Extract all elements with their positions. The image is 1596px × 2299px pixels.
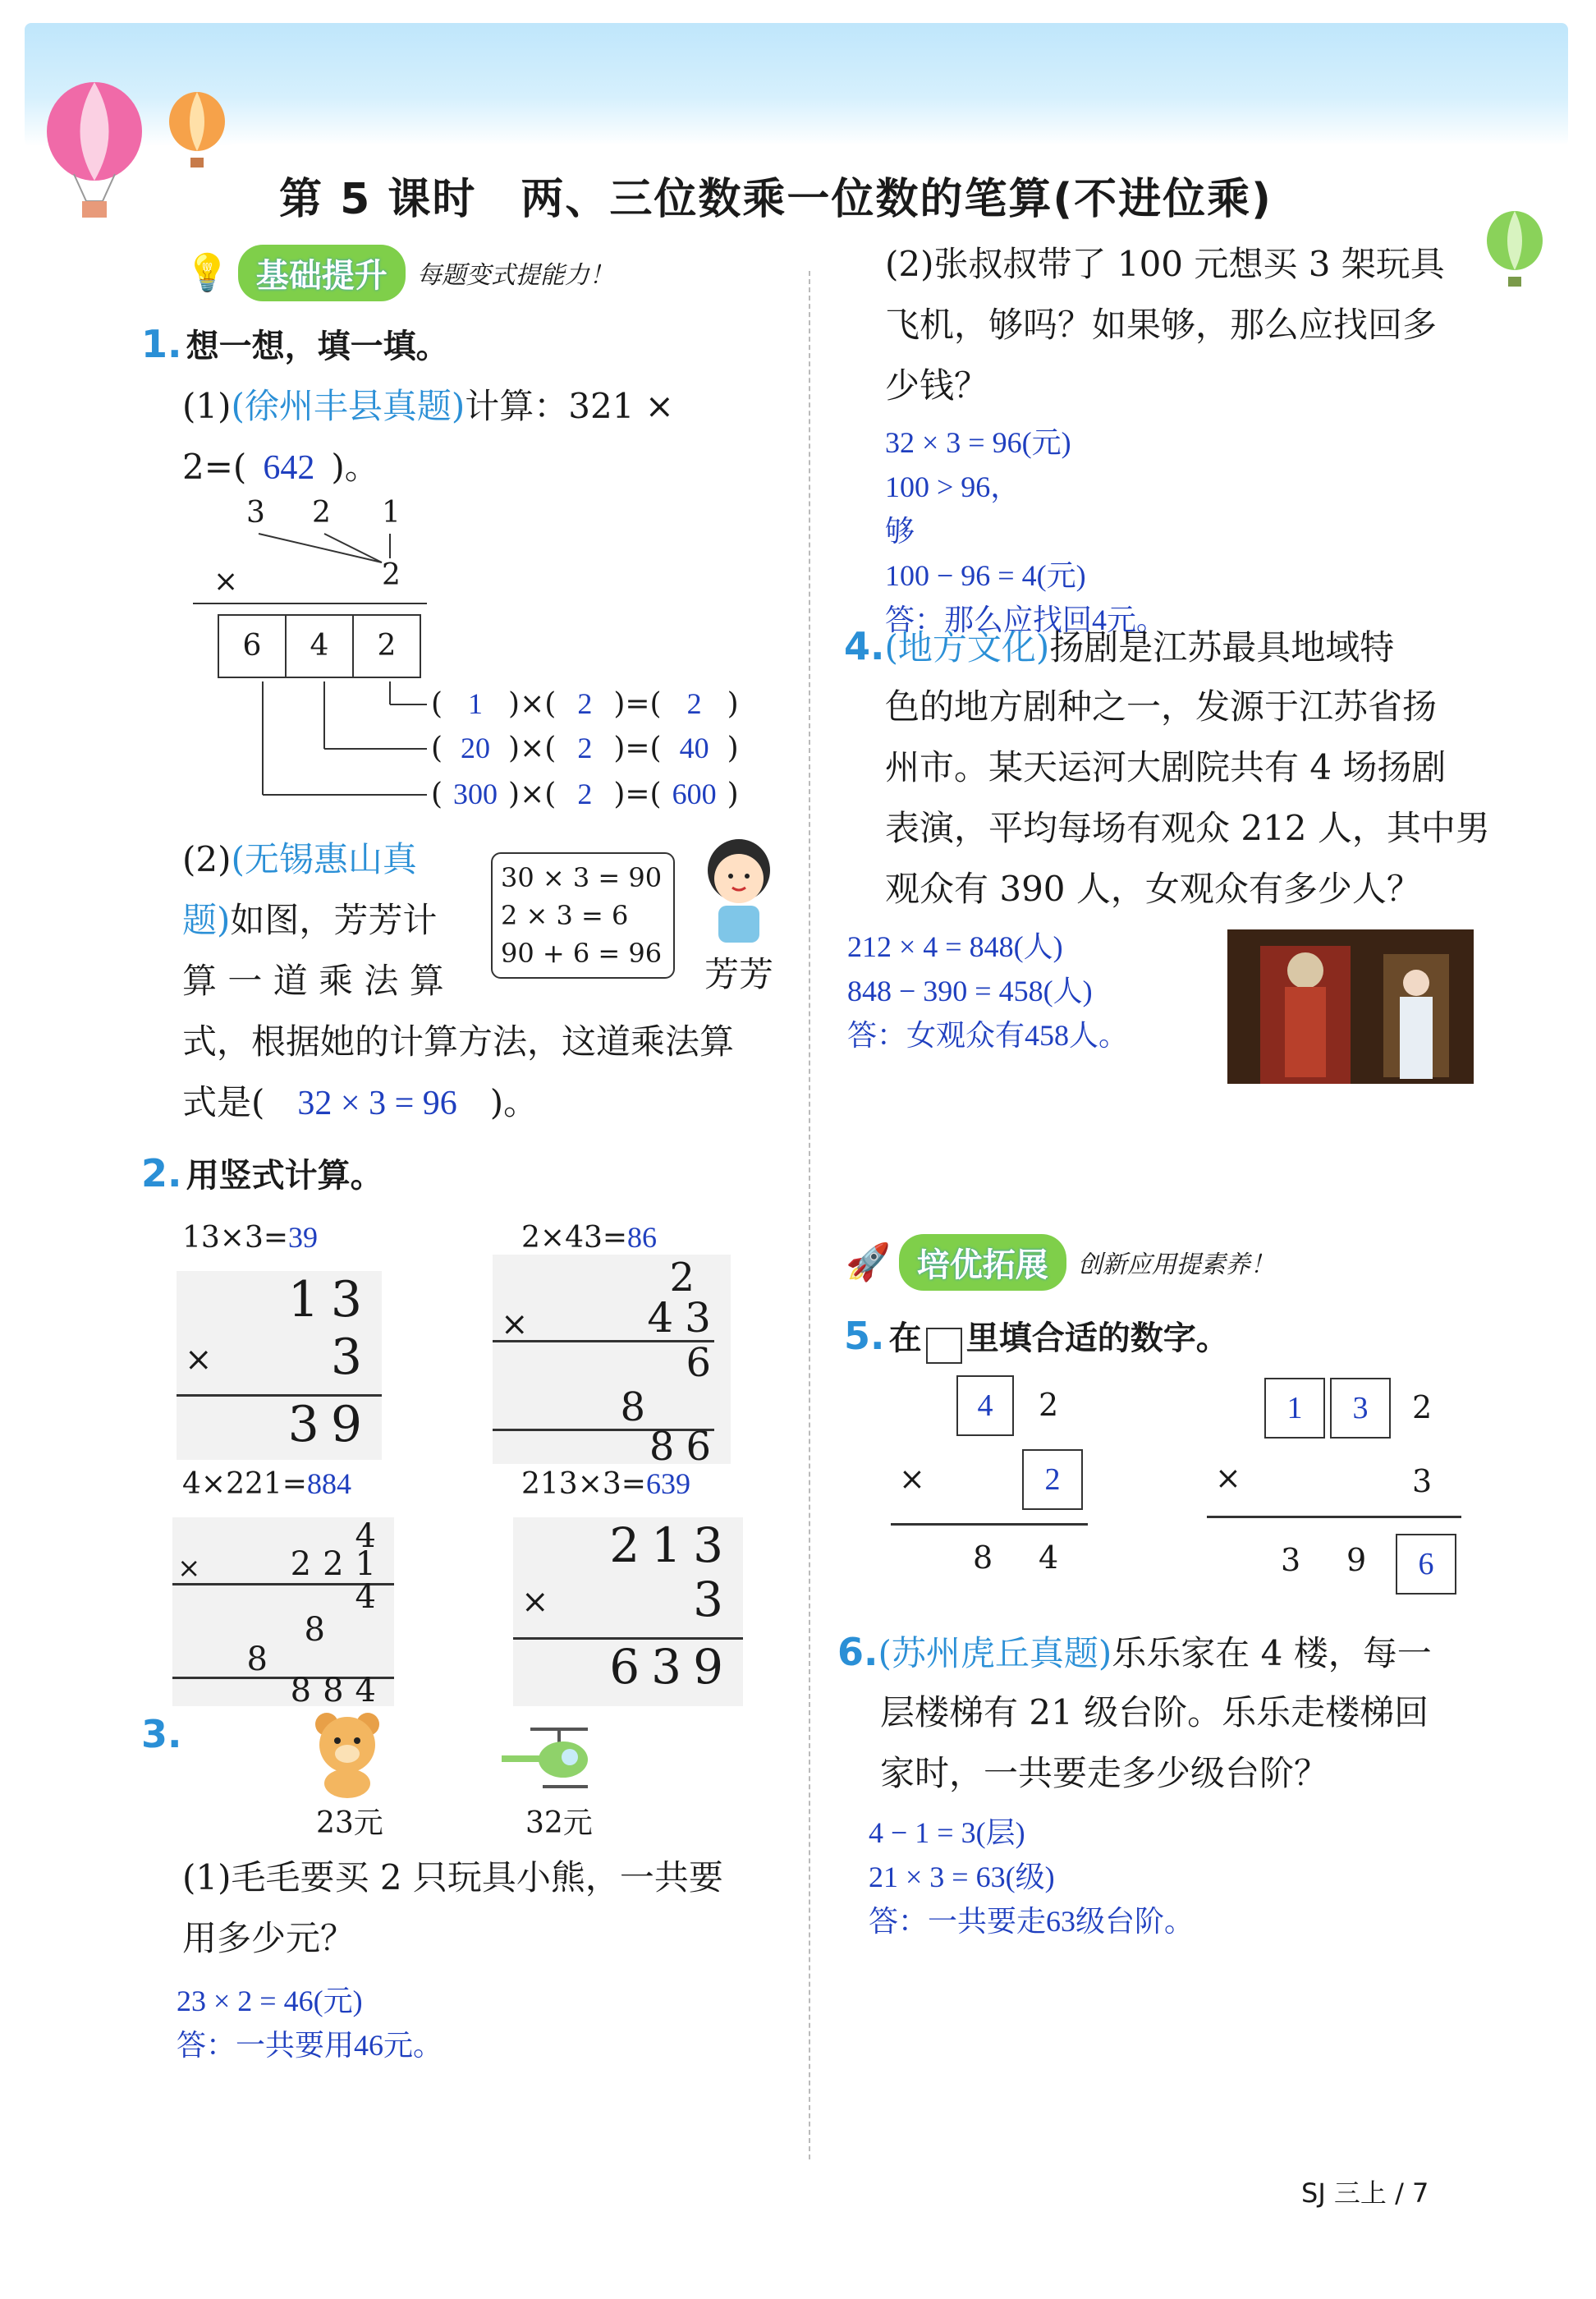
question-title: 用竖式计算。 xyxy=(186,1157,383,1195)
calc-expression: 4×221=884 xyxy=(182,1467,351,1501)
q4-line3: 州市。某天运河大剧院共有 4 场扬剧 xyxy=(885,747,1447,787)
calc-mult: 3 xyxy=(693,1572,735,1627)
question-text: )。 xyxy=(331,447,379,487)
q6-answers xyxy=(869,1810,1194,1943)
q6-line1 xyxy=(837,1622,1432,1684)
blank-box xyxy=(926,1328,962,1364)
partial-row: ( 20 )×( 2 )=( 40 ) xyxy=(431,732,739,765)
question-text: 如图，芳芳计 xyxy=(230,900,438,940)
answer-642: 642 xyxy=(263,449,315,487)
answer-line: 答：女观众有458人。 xyxy=(847,1019,1129,1052)
partial-row: ( 300 )×( 2 )=( 600 ) xyxy=(431,778,739,811)
calc-carry: 2 xyxy=(669,1255,706,1301)
q3-part2-line2: 飞机，够吗？如果够，那么应找回多 xyxy=(885,305,1438,345)
balloon-icon xyxy=(41,82,148,225)
question-number: 1. xyxy=(141,322,182,366)
times-sign: × xyxy=(1215,1460,1241,1496)
digit: 8 xyxy=(973,1540,993,1576)
source-tag: (苏州虎丘真题) xyxy=(878,1633,1112,1673)
q3-part1-answers xyxy=(177,1979,443,2067)
digit: 2 xyxy=(1412,1389,1433,1425)
digit: 2 xyxy=(1039,1387,1059,1423)
q3-part2-line1: (2)张叔叔带了 100 元想买 3 架玩具 xyxy=(885,244,1445,284)
calc-result: 884 xyxy=(290,1672,388,1709)
q1-part2-line5 xyxy=(182,1072,538,1134)
girl-icon xyxy=(694,833,784,952)
times-sign: × xyxy=(177,1552,201,1585)
q3-part2-line3: 少钱？ xyxy=(885,365,989,406)
puzzle-right xyxy=(1207,1378,1478,1599)
calc-expression: 2×43=86 xyxy=(521,1221,658,1255)
q6-line2: 层楼梯有 21 级台阶。乐乐走楼梯回 xyxy=(880,1692,1429,1732)
source-tag: (地方文化) xyxy=(884,627,1050,668)
digit: 3 xyxy=(1281,1542,1301,1578)
answer-line: 答：一共要用46元。 xyxy=(177,2029,443,2062)
result-digit: 6 xyxy=(219,616,287,677)
answer-line: 32 × 3 = 96(元) xyxy=(885,426,1071,459)
calc-top: 221 xyxy=(290,1545,388,1583)
q1-part1-line1 xyxy=(182,376,674,437)
calc-partial: 8 xyxy=(304,1611,337,1649)
q3-part1-line2: 用多少元？ xyxy=(182,1918,355,1958)
calc-top: 13 xyxy=(287,1271,374,1328)
question-number: 5. xyxy=(844,1314,885,1358)
answer-line: 答：那么应找回4元。 xyxy=(885,603,1167,636)
answer-line: 100 > 96， xyxy=(885,470,1020,503)
bubble-line: 2 × 3 = 6 xyxy=(501,900,629,931)
calc-top: 213 xyxy=(609,1517,735,1573)
helicopter-icon xyxy=(498,1723,604,1800)
multiplication-diagram xyxy=(181,493,772,821)
q4-line5: 观众有 390 人，女观众有多少人？ xyxy=(885,869,1421,909)
answer-line: 够 xyxy=(885,515,915,548)
bubble-line: 30 × 3 = 90 xyxy=(501,862,663,893)
question-2-title xyxy=(141,1150,383,1196)
question-number: 6. xyxy=(837,1630,878,1674)
opera-photo xyxy=(1227,929,1474,1084)
question-5-title xyxy=(844,1312,1229,1364)
times-sign: × xyxy=(899,1461,925,1497)
vertical-calc xyxy=(513,1517,743,1706)
rocket-icon: 🚀 xyxy=(846,1241,891,1283)
section-label: 培优拓展 xyxy=(899,1234,1066,1291)
times-sign: × xyxy=(185,1341,213,1379)
calc-line xyxy=(1207,1516,1461,1518)
question-title-pre: 在 xyxy=(888,1319,922,1357)
calc-line xyxy=(493,1340,714,1342)
vertical-calc xyxy=(172,1517,394,1709)
digit: 4 xyxy=(1039,1540,1059,1576)
q4-line2: 色的地方剧种之一，发源于江苏省扬 xyxy=(885,686,1438,727)
balloon-icon xyxy=(1482,209,1548,295)
question-text: )。 xyxy=(489,1082,539,1122)
calc-line xyxy=(891,1523,1088,1526)
q1-part2-line3: 算 一 道 乘 法 算 xyxy=(182,961,444,1001)
vertical-calc xyxy=(493,1255,731,1470)
calc-partial: 8 xyxy=(620,1384,657,1430)
bear-icon xyxy=(310,1708,384,1801)
question-number: 2. xyxy=(141,1151,182,1195)
answer-line: 答：一共要走63级台阶。 xyxy=(869,1905,1195,1938)
answer-expression: 32 × 3 = 96 xyxy=(297,1085,457,1122)
result-boxes xyxy=(218,614,421,678)
question-1-title xyxy=(141,320,449,367)
calc-result: 86 xyxy=(649,1424,722,1470)
answer-line: 212 × 4 = 848(人) xyxy=(847,930,1063,963)
page-number: SJ 三上 / 7 xyxy=(1301,2177,1429,2209)
q1-part2-line2 xyxy=(182,890,437,951)
section-subtitle: 每题变式提能力！ xyxy=(416,261,614,290)
part-label: (1) xyxy=(182,386,232,426)
question-text: 2=( xyxy=(182,447,247,487)
q3-part1-line1: (1)毛毛要买 2 只玩具小熊，一共要 xyxy=(182,1857,723,1897)
q1-part1-line2 xyxy=(182,437,379,498)
question-title: 想一想，填一填。 xyxy=(186,328,449,365)
digit: 2 xyxy=(312,496,331,530)
section-basic-header xyxy=(185,246,614,299)
answer-box: 2 xyxy=(1022,1449,1083,1510)
digit: 3 xyxy=(246,496,265,530)
answer-line: 23 × 2 = 46(元) xyxy=(177,1985,363,2017)
calc-expression: 13×3=39 xyxy=(182,1221,319,1255)
calc-partial: 6 xyxy=(686,1340,722,1386)
partial-row: ( 1 )×( 2 )=( 2 ) xyxy=(431,687,739,721)
bulb-icon: 💡 xyxy=(185,252,230,294)
answer-line: 21 × 3 = 63(级) xyxy=(869,1861,1055,1893)
question-text: 乐乐家在 4 楼，每一 xyxy=(1112,1633,1432,1673)
bubble-line: 90 + 6 = 96 xyxy=(501,938,663,969)
digit: 2 xyxy=(382,558,401,592)
header-sky-band xyxy=(25,23,1568,146)
toy-price: 32元 xyxy=(525,1806,593,1840)
question-number: 4. xyxy=(844,624,885,668)
q1-part2-line4: 式，根据她的计算方法，这道乘法算 xyxy=(182,1021,735,1062)
calc-expression: 213×3=639 xyxy=(521,1467,690,1501)
vertical-calc xyxy=(177,1271,382,1460)
times-sign: × xyxy=(521,1583,549,1621)
calc-result: 39 xyxy=(287,1396,374,1453)
source-tag: (无锡惠山真 xyxy=(231,839,417,879)
question-title-post: 里填合适的数字。 xyxy=(965,1319,1229,1357)
q4-answers xyxy=(847,925,1128,1058)
girl-name: 芳芳 xyxy=(704,954,774,994)
result-digit: 4 xyxy=(287,616,354,677)
answer-box: 4 xyxy=(956,1375,1014,1436)
times-sign: × xyxy=(501,1306,529,1343)
question-text: 计算：321 × xyxy=(465,386,674,426)
puzzle-left xyxy=(891,1375,1137,1589)
digit: 1 xyxy=(382,496,401,530)
calc-partial: 8 xyxy=(246,1641,279,1678)
speech-bubble xyxy=(491,852,675,979)
part-label: (2) xyxy=(182,839,232,879)
question-3-number: 3. xyxy=(141,1712,182,1756)
q4-line1 xyxy=(844,616,1394,678)
calc-partial: 4 xyxy=(355,1578,388,1616)
toy-price: 23元 xyxy=(316,1806,383,1840)
q3-part2-answers xyxy=(885,420,1166,642)
answer-line: 100 − 96 = 4(元) xyxy=(885,559,1086,592)
q6-line3: 家时，一共要走多少级台阶？ xyxy=(880,1753,1329,1793)
times-sign: × xyxy=(213,565,239,599)
section-label: 基础提升 xyxy=(238,245,406,301)
q4-line4: 表演，平均每场有观众 212 人，其中男 xyxy=(885,808,1490,848)
digit: 3 xyxy=(1412,1463,1433,1499)
calc-result: 639 xyxy=(609,1639,735,1695)
answer-line: 4 − 1 = 3(层) xyxy=(869,1816,1025,1849)
question-text: 扬剧是江苏最具地域特 xyxy=(1049,627,1395,668)
section-advanced-header xyxy=(846,1236,1275,1288)
answer-box: 6 xyxy=(1396,1534,1456,1595)
calc-mult: 3 xyxy=(330,1328,374,1386)
question-text: 式是( xyxy=(182,1082,265,1122)
digit: 9 xyxy=(1346,1542,1367,1578)
answer-box: 1 xyxy=(1264,1378,1325,1439)
section-subtitle: 创新应用提素养！ xyxy=(1077,1250,1275,1279)
calc-carry: 4 xyxy=(355,1517,388,1555)
q1-part2-line1 xyxy=(182,829,417,890)
answer-line: 848 − 390 = 458(人) xyxy=(847,975,1093,1007)
source-tag: (徐州丰县真题) xyxy=(231,386,466,426)
answer-box: 3 xyxy=(1330,1378,1391,1439)
result-digit: 2 xyxy=(377,629,397,663)
page-title: 第 5 课时 两、三位数乘一位数的笔算(不进位乘) xyxy=(279,175,1273,224)
column-divider xyxy=(809,271,810,2159)
calc-top: 43 xyxy=(647,1294,722,1342)
source-tag: 题) xyxy=(182,900,231,940)
